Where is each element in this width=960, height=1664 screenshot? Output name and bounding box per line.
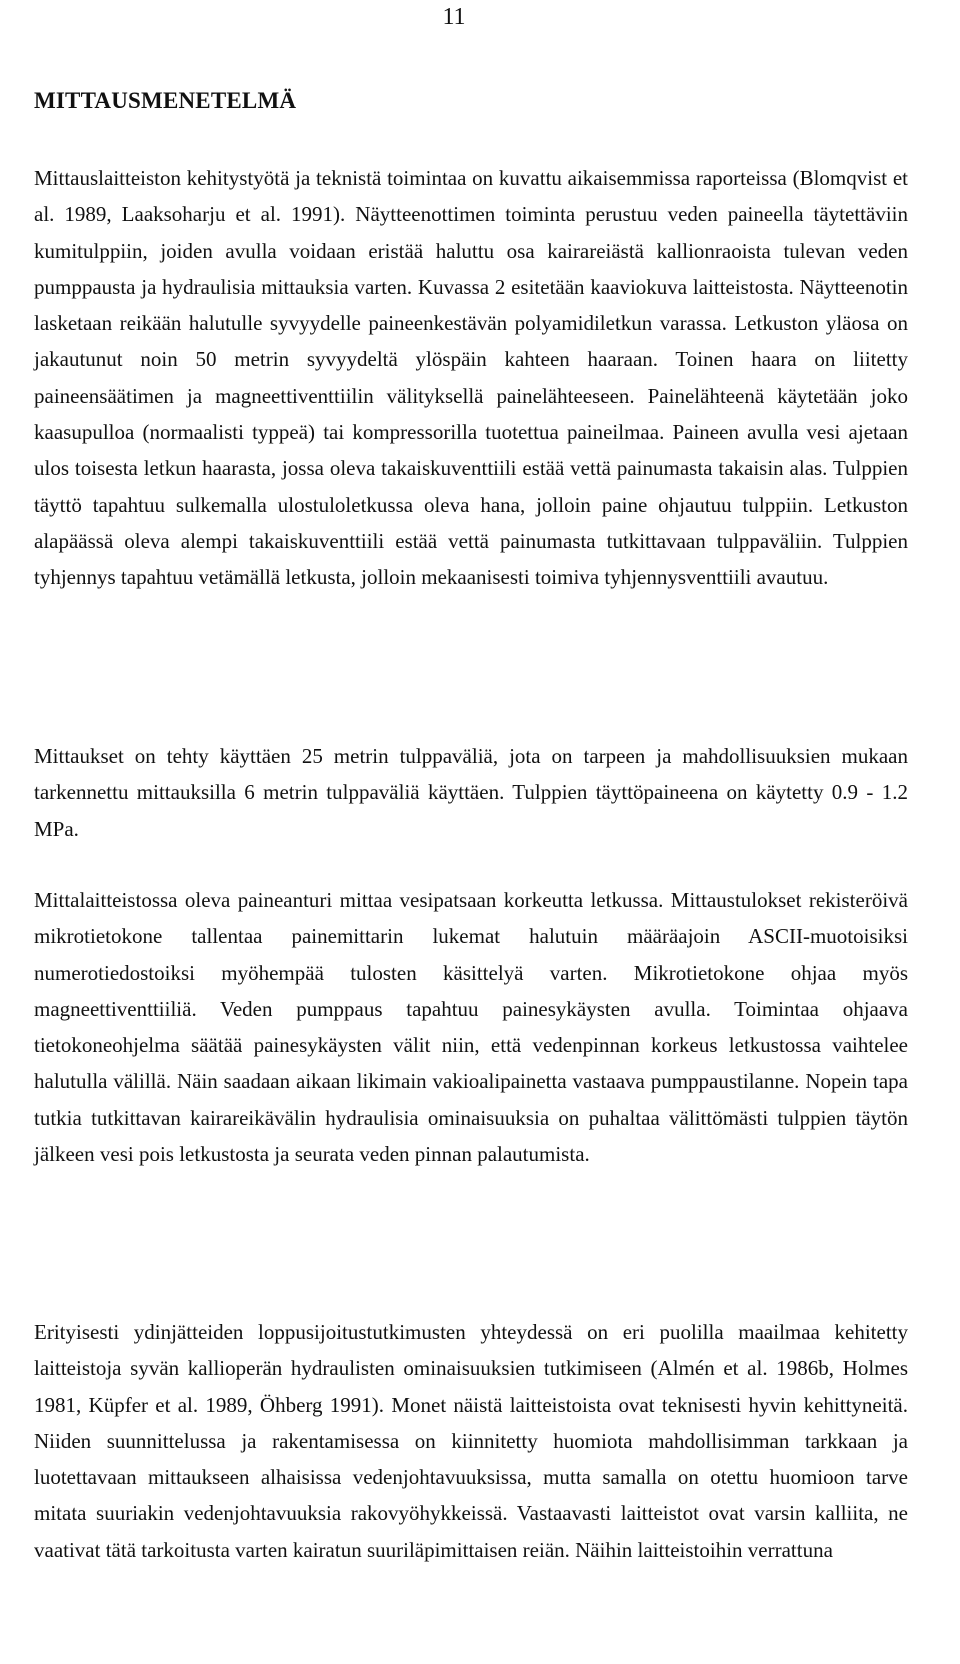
section-title: MITTAUSMENETELMÄ — [34, 88, 297, 113]
paragraph-measurement-interval: Mittaukset on tehty käyttäen 25 metrin tulppaväliä, jota on tarpeen ja mahdollisuuksien mukaan tarkennettu mittauksilla 6 metrin tulppaväliä käyttäen. Tulppien täyttöpaineena on käytetty 0.9 - 1.2 MPa. — [34, 744, 908, 841]
paragraph-comparison: Erityisesti ydinjätteiden loppusijoitustutkimusten yhteydessä on eri puolilla maailmaa kehitetty laitteistoja syvän kallioperän hydraulisten ominaisuuksien tutkimiseen (Almén et al. 1986b, Holmes 1981, Küpfer et al. 1989, Öhberg 1991). Monet näistä laitteistoista ovat teknisesti hyvin kehittyneitä. Niiden suunnittelussa ja rakentamisessa on kiinnitetty huomiota mahdollisimman tarkkaan ja luotettavaan mittaukseen alhaisissa vedenjohtavuuksissa, mutta samalla on otettu huomioon tarve mitata suuriakin vedenjohtavuuksia rakovyöhykkeissä. Vastaavasti laitteistot ovat varsin kalliita, ne vaativat tätä tarkoitusta varten kairatun suuriläpimittaisen reiän. Näihin laitteistoihin verrattuna — [34, 1320, 908, 1562]
paragraph-pressure-sensor: Mittalaitteistossa oleva paineanturi mittaa vesipatsaan korkeutta letkussa. Mittaustulokset rekisteröivä mikrotietokone tallentaa painemittarin lukemat halutuin määräajoin ASCII-muotoisiksi numerotiedostoiksi myöhempää tulosten käsittelyä varten. Mikrotietokone ohjaa myös magneettiventtiiliä. Veden pumppaus tapahtuu painesykäysten avulla. Toimintaa ohjaava tietokoneohjelma säätää painesykäysten välit niin, että vedenpinnan korkeus letkustossa vaihtelee halutulla välillä. Näin saadaan aikaan likimain vakioalipainetta vastaava pumppaustilanne. Nopein tapa tutkia tutkittavan kairareikävälin hydraulisia ominaisuuksia on puhaltaa välittömästi tulppien täytön jälkeen vesi pois letkustosta ja seurata veden pinnan palautumista. — [34, 888, 908, 1167]
page-number: 11 — [442, 4, 466, 30]
paragraph-equipment-description: Mittauslaitteiston kehitystyötä ja teknistä toimintaa on kuvattu aikaisemmissa raporteissa (Blomqvist et al. 1989, Laaksoharju et al. 1991). Näytteenottimen toiminta perustuu veden paineella täytettäviin kumitulppiin, joiden avulla voidaan eristää haluttu osa kairareiästä kallionraoista tulevan veden pumppausta ja hydraulisia mittauksia varten. Kuvassa 2 esitetään kaaviokuva laitteistosta. Näytteenotin lasketaan reikään halutulle syvyydelle paineenkestävän polyamidiletkun varassa. Letkuston yläosa on jakautunut noin 50 metrin syvyydeltä ylöspäin kahteen haaraan. Toinen haara on liitetty paineensäätimen ja magneettiventtiilin välityksellä painelähteeseen. Painelähteenä käytetään joko kaasupulloa (normaalisti typpeä) tai kompressorilla tuotettua paineilmaa. Paineen avulla vesi ajetaan ulos toisesta letkun haarasta, jossa oleva takaiskuventtiili estää vettä painumasta takaisin alas. Tulppien täyttö tapahtuu sulkemalla ulostuloletkussa oleva hana, jolloin paine ohjautuu tulppiin. Letkuston alapäässä oleva alempi takaiskuventtiili estää vettä painumasta tutkittavaan tulppaväliin. Tulppien tyhjennys tapahtuu vetämällä letkusta, jolloin mekaanisesti toimiva tyhjennysventtiili avautuu. — [34, 166, 908, 590]
